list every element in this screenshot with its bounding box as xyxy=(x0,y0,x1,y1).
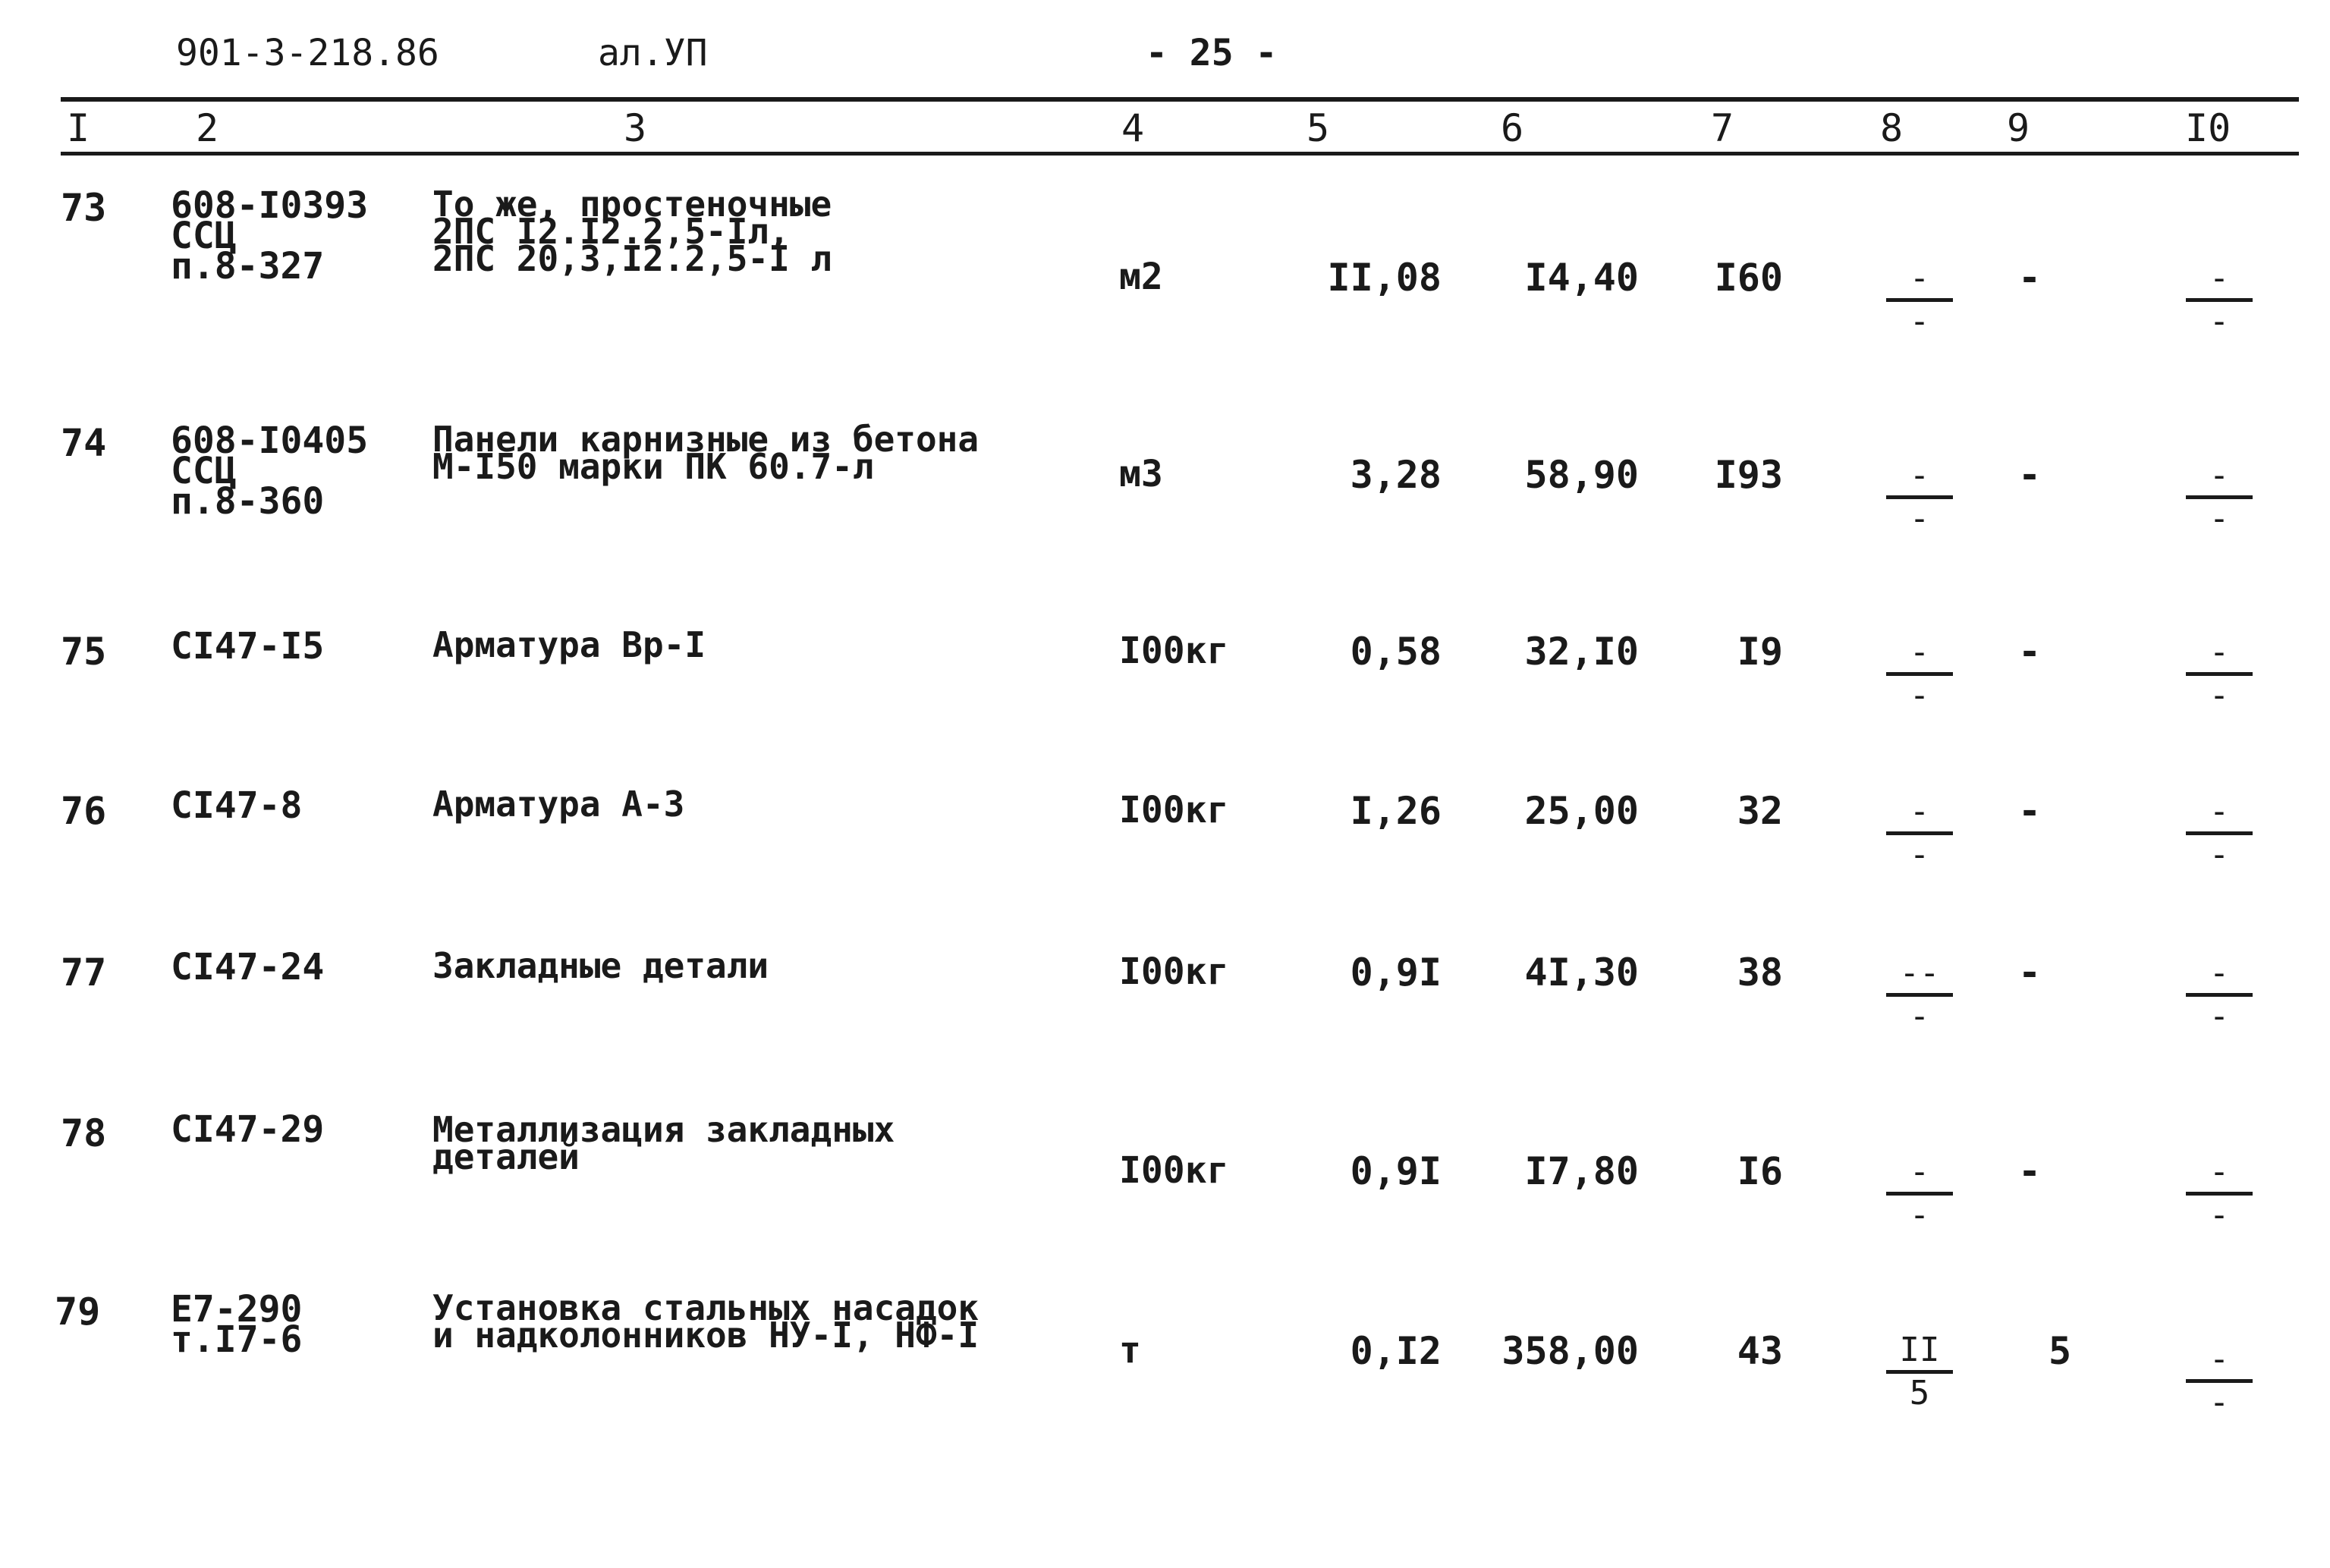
column-header-10: I0 xyxy=(2185,106,2231,150)
column-header-9: 9 xyxy=(2007,106,2030,150)
total-cost: I9 xyxy=(1737,630,1783,674)
row-number: 78 xyxy=(61,1111,107,1155)
price-code: CI47-8 xyxy=(171,784,303,827)
fraction-numerator: - xyxy=(2209,1340,2230,1378)
unit-price: 358,00 xyxy=(1501,1329,1639,1373)
page-number: - 25 - xyxy=(1146,32,1278,74)
fraction-numerator: - xyxy=(1909,1152,1930,1191)
unit: I00кг xyxy=(1119,630,1229,672)
column-header-6: 6 xyxy=(1501,106,1524,150)
row-number: 77 xyxy=(61,951,107,995)
unit-price: 32,I0 xyxy=(1524,630,1639,674)
total-cost: I6 xyxy=(1737,1149,1783,1193)
column-9-value: - xyxy=(2018,256,2042,300)
fraction-denominator: - xyxy=(2209,499,2230,538)
item-name: Арматура А-3 xyxy=(432,784,685,825)
column-9-value: - xyxy=(2018,951,2042,995)
column-10-fraction xyxy=(2181,1340,2257,1422)
total-cost: I60 xyxy=(1714,256,1783,300)
column-9-value: - xyxy=(2018,789,2042,833)
column-10-fraction xyxy=(2181,456,2257,538)
fraction-numerator: - xyxy=(1909,456,1930,495)
column-10-fraction xyxy=(2181,792,2257,874)
fraction-denominator: - xyxy=(2209,302,2230,341)
column-8-fraction xyxy=(1882,1331,1957,1412)
column-header-5: 5 xyxy=(1306,106,1330,150)
fraction-denominator: - xyxy=(1909,1196,1930,1234)
fraction-numerator: - xyxy=(2209,792,2230,831)
column-9-value: 5 xyxy=(2049,1329,2072,1373)
fraction-denominator: - xyxy=(1909,676,1930,715)
unit-price: 25,00 xyxy=(1524,789,1639,833)
fraction-denominator: - xyxy=(2209,1383,2230,1422)
unit-price: I7,80 xyxy=(1524,1149,1639,1193)
fraction-numerator: II xyxy=(1899,1331,1940,1369)
unit: т xyxy=(1119,1329,1141,1372)
fraction-numerator: - xyxy=(2209,259,2230,297)
document-code: 901-3-218.86 xyxy=(176,32,439,74)
row-number: 76 xyxy=(61,789,107,833)
column-10-fraction xyxy=(2181,954,2257,1035)
unit: м3 xyxy=(1119,453,1163,495)
fraction-denominator: - xyxy=(2209,1196,2230,1234)
column-9-value: - xyxy=(2018,630,2042,674)
quantity: II,08 xyxy=(1327,256,1442,300)
column-header-3: 3 xyxy=(624,106,647,150)
fraction-numerator: - xyxy=(2209,456,2230,495)
price-code: Е7-290 т.I7-6 xyxy=(171,1288,303,1361)
fraction-denominator: 5 xyxy=(1909,1374,1930,1412)
column-8-fraction xyxy=(1882,259,1957,341)
column-10-fraction xyxy=(2181,633,2257,715)
fraction-denominator: - xyxy=(2209,676,2230,715)
item-name: То же, простеночные 2ПС I2.I2.2,5-Iл, 2ПС 20,3,I2.2,5-I л xyxy=(432,184,832,279)
column-header-4: 4 xyxy=(1121,106,1145,150)
total-cost: I93 xyxy=(1714,453,1783,497)
price-code: CI47-29 xyxy=(171,1108,325,1151)
total-cost: 43 xyxy=(1737,1329,1783,1373)
table-top-rule xyxy=(61,97,2299,102)
quantity: 3,28 xyxy=(1350,453,1442,497)
quantity: 0,58 xyxy=(1350,630,1442,674)
fraction-numerator: - xyxy=(1909,259,1930,297)
sheet-label: ал.УП xyxy=(598,32,708,74)
page-header xyxy=(0,32,2330,85)
item-name: Закладные детали xyxy=(432,945,769,986)
column-8-fraction xyxy=(1882,792,1957,874)
row-number: 74 xyxy=(61,421,107,465)
item-name: Панели карнизные из бетона М-I50 марки ПК 60.7-л xyxy=(432,419,979,487)
quantity: I,26 xyxy=(1350,789,1442,833)
column-8-fraction xyxy=(1882,456,1957,538)
fraction-numerator: - xyxy=(2209,954,2230,992)
price-code: CI47-24 xyxy=(171,946,325,988)
column-9-value: - xyxy=(2018,453,2042,497)
row-number: 79 xyxy=(55,1290,101,1334)
column-header-2: 2 xyxy=(196,106,219,150)
column-10-fraction xyxy=(2181,1152,2257,1234)
column-header-8: 8 xyxy=(1880,106,1904,150)
total-cost: 32 xyxy=(1737,789,1783,833)
price-code: CI47-I5 xyxy=(171,625,325,668)
row-number: 73 xyxy=(61,186,107,230)
column-9-value: - xyxy=(2018,1149,2042,1193)
unit: м2 xyxy=(1119,256,1163,298)
fraction-numerator: -- xyxy=(1899,954,1940,992)
unit: I00кг xyxy=(1119,789,1229,831)
item-name: Установка стальных насадок и надколонников НУ-I, НФ-I xyxy=(432,1287,979,1356)
fraction-numerator: - xyxy=(2209,1152,2230,1191)
unit-price: 4I,30 xyxy=(1524,951,1639,995)
quantity: 0,9I xyxy=(1350,951,1442,995)
fraction-denominator: - xyxy=(1909,835,1930,874)
column-8-fraction xyxy=(1882,954,1957,1035)
item-name: Арматура Вр-I xyxy=(432,624,706,665)
table-header-rule xyxy=(61,152,2299,156)
fraction-numerator: - xyxy=(1909,633,1930,671)
quantity: 0,I2 xyxy=(1350,1329,1442,1373)
column-header-1: I xyxy=(67,106,90,150)
column-10-fraction xyxy=(2181,259,2257,341)
fraction-numerator: - xyxy=(1909,792,1930,831)
fraction-numerator: - xyxy=(2209,633,2230,671)
price-code: 608-I0405 ССЦ п.8-360 xyxy=(171,419,369,523)
column-8-fraction xyxy=(1882,1152,1957,1234)
fraction-denominator: - xyxy=(1909,499,1930,538)
unit: I00кг xyxy=(1119,1149,1229,1192)
price-code: 608-I0393 ССЦ п.8-327 xyxy=(171,184,369,288)
item-name: Металлизация закладных деталей xyxy=(432,1109,895,1177)
total-cost: 38 xyxy=(1737,951,1783,995)
quantity: 0,9I xyxy=(1350,1149,1442,1193)
column-header-7: 7 xyxy=(1711,106,1734,150)
unit-price: 58,90 xyxy=(1524,453,1639,497)
fraction-denominator: - xyxy=(2209,997,2230,1035)
fraction-denominator: - xyxy=(1909,997,1930,1035)
fraction-denominator: - xyxy=(1909,302,1930,341)
fraction-denominator: - xyxy=(2209,835,2230,874)
row-number: 75 xyxy=(61,630,107,674)
unit-price: I4,40 xyxy=(1524,256,1639,300)
column-8-fraction xyxy=(1882,633,1957,715)
unit: I00кг xyxy=(1119,951,1229,993)
